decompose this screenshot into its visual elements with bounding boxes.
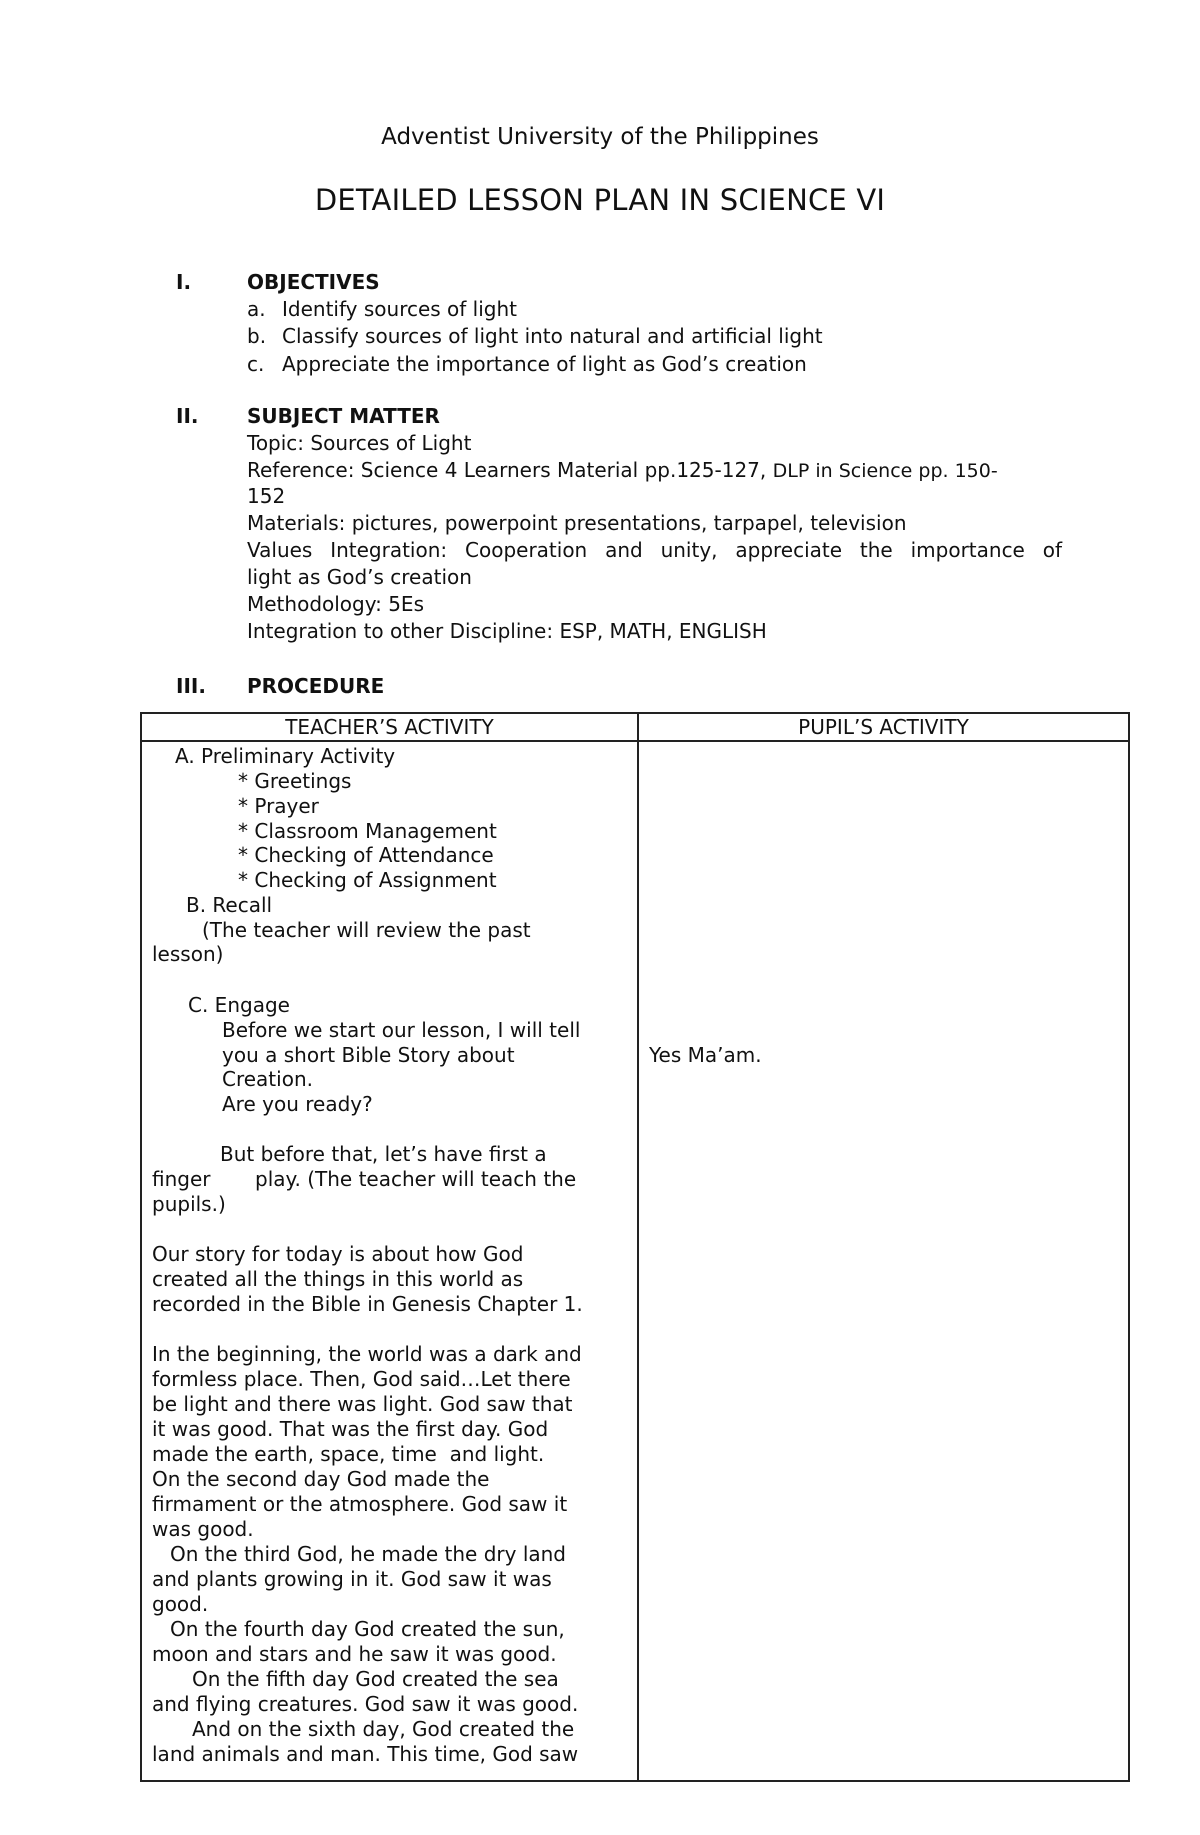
procedure-table	[140, 712, 1130, 1782]
teacher-line: firmament or the atmosphere. God saw it	[152, 1492, 568, 1516]
lesson-plan-title: DETAILED LESSON PLAN IN SCIENCE VI	[314, 183, 886, 217]
teacher-line: * Classroom Management	[238, 819, 497, 843]
teacher-line: it was good. That was the first day. God	[152, 1417, 549, 1441]
teacher-line: * Prayer	[238, 794, 319, 818]
table-row	[141, 741, 1129, 1781]
teacher-line: And on the sixth day, God created the	[192, 1717, 575, 1741]
teacher-line: A. Preliminary Activity	[175, 744, 396, 768]
teacher-line: and flying creatures. God saw it was good.	[152, 1692, 579, 1716]
section-heading: SUBJECT MATTER	[247, 404, 440, 428]
reference-line	[247, 458, 998, 482]
pupil-response: Yes Ma’am.	[649, 1043, 762, 1067]
teacher-line: (The teacher will review the past	[202, 918, 531, 942]
teacher-line: made the earth, space, time and light.	[152, 1442, 545, 1466]
section-number: II.	[176, 404, 199, 428]
teacher-line: * Checking of Attendance	[238, 843, 494, 867]
teacher-line: be light and there was light. God saw that	[152, 1392, 573, 1416]
methodology-line: Methodology: 5Es	[247, 592, 424, 616]
materials-line: Materials: pictures, powerpoint presentations, tarpapel, television	[247, 511, 907, 535]
objective-letter: c.	[247, 352, 265, 376]
objective-text: Identify sources of light	[282, 297, 518, 321]
section-heading: OBJECTIVES	[247, 270, 380, 294]
teacher-line: * Greetings	[238, 769, 352, 793]
teacher-line: Are you ready?	[222, 1092, 373, 1116]
university-name: Adventist University of the Philippines	[381, 124, 819, 150]
pupil-activity-cell	[638, 741, 1129, 1781]
objective-letter: a.	[247, 297, 266, 321]
teacher-line: C. Engage	[188, 993, 290, 1017]
teacher-line: Creation.	[222, 1067, 313, 1091]
pupil-activity-header: PUPIL’S ACTIVITY	[638, 713, 1129, 741]
topic-line: Topic: Sources of Light	[247, 431, 472, 455]
teacher-line: On the fifth day God created the sea	[192, 1667, 559, 1691]
teacher-line: formless place. Then, God said…Let there	[152, 1367, 571, 1391]
values-continuation: light as God’s creation	[247, 565, 472, 589]
teacher-line: On the third God, he made the dry land	[170, 1542, 567, 1566]
teacher-line: Before we start our lesson, I will tell	[222, 1018, 581, 1042]
teacher-line: land animals and man. This time, God saw	[152, 1742, 579, 1766]
objective-text: Appreciate the importance of light as God’s creation	[282, 352, 807, 376]
teacher-line: lesson)	[152, 942, 224, 966]
teacher-line: and plants growing in it. God saw it was	[152, 1567, 552, 1591]
teacher-line: On the fourth day God created the sun,	[170, 1617, 565, 1641]
table-header-row	[141, 713, 1129, 741]
teacher-activity-cell	[141, 741, 638, 1781]
teacher-line: was good.	[152, 1517, 254, 1541]
teacher-line: On the second day God made the	[152, 1467, 490, 1491]
teacher-line: But before that, let’s have first a	[220, 1142, 547, 1166]
reference-text: Reference: Science 4 Learners Material pp.125-127,	[247, 458, 767, 482]
teacher-line: Our story for today is about how God	[152, 1242, 524, 1266]
teacher-line: moon and stars and he saw it was good.	[152, 1642, 557, 1666]
teacher-line: pupils.)	[152, 1192, 226, 1216]
integration-line: Integration to other Discipline: ESP, MATH, ENGLISH	[247, 619, 767, 643]
teacher-line: created all the things in this world as	[152, 1267, 524, 1291]
values-line: Values Integration: Cooperation and unity, appreciate the importance of	[247, 538, 1062, 562]
teacher-line: good.	[152, 1592, 209, 1616]
section-number: I.	[176, 270, 192, 294]
reference-continuation: 152	[247, 484, 286, 508]
objective-text: Classify sources of light into natural and artificial light	[282, 324, 823, 348]
teacher-line: B. Recall	[186, 893, 273, 917]
reference-dlp: DLP in Science pp. 150-	[772, 460, 998, 482]
section-number: III.	[176, 674, 206, 698]
section-heading: PROCEDURE	[247, 674, 385, 698]
teacher-line: * Checking of Assignment	[238, 868, 497, 892]
teacher-line: In the beginning, the world was a dark and	[152, 1342, 582, 1366]
teacher-line: you a short Bible Story about	[222, 1043, 515, 1067]
teacher-line: recorded in the Bible in Genesis Chapter 1.	[152, 1292, 583, 1316]
teacher-line: finger play. (The teacher will teach the	[152, 1167, 577, 1191]
teacher-activity-header: TEACHER’S ACTIVITY	[141, 713, 638, 741]
objective-letter: b.	[247, 324, 267, 348]
